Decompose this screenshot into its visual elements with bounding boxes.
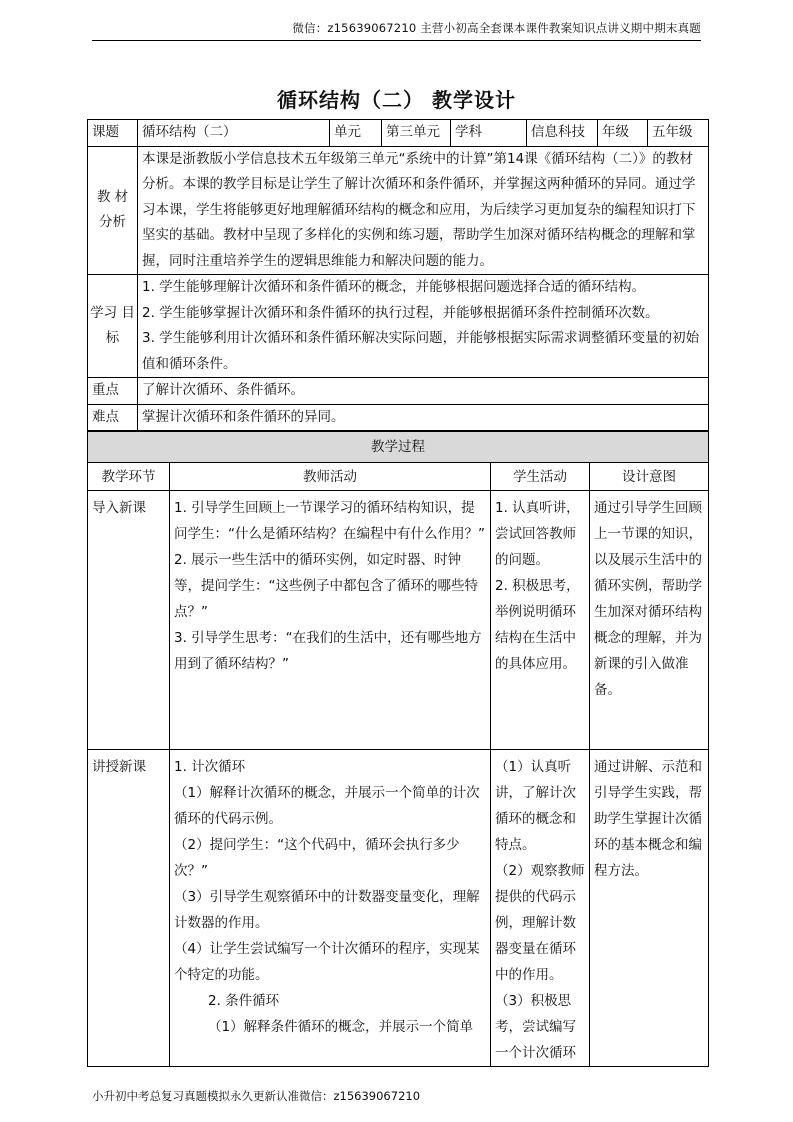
col-teacher: 教师活动	[170, 463, 491, 491]
intent-cell: 通过引导学生回顾上一节课的知识，以及展示生活中的循环实例，帮助学生加深对循环结构概念的理解，并为新课的引入做准备。	[590, 491, 709, 750]
topic-label: 课题	[88, 120, 138, 147]
goals-label: 学习 目标	[88, 275, 138, 378]
teacher-cell	[170, 750, 491, 1067]
col-stage: 教学环节	[88, 463, 170, 491]
page-header: 微信：z15639067210 主营小初高全套课本课件教案知识点讲义期中期末真题	[292, 21, 701, 35]
student-step: （2）观察教师提供的代码示例，理解计数器变量在循环中的作用。	[495, 863, 585, 983]
key-row	[88, 378, 709, 405]
process-title-row	[88, 432, 709, 463]
student-step: （1）认真听讲，了解计次循环的概念和特点。	[495, 759, 576, 853]
unit-label: 单元	[330, 120, 382, 147]
analysis-row	[88, 146, 709, 275]
analysis-text: 本课是浙教版小学信息技术五年级第三单元“系统中的计算”第14课《循环结构（二）》的教材分析。本课的教学目标是让学生了解计次循环和条件循环，并掌握这两种循环的异同。通过学习本课，学生将能够更好地理解循环结构的概念和应用，为后续学习更加复杂的编程知识打下坚实的基础。教材中呈现了多样化的实例和练习题，帮助学生加深对循环结构概念的理解和掌握，同时注重培养学生的逻辑思维能力和解决问题的能力。	[138, 146, 709, 275]
student-step: 2. 积极思考，举例说明循环结构在生活中的具体应用。	[495, 578, 580, 672]
process-row-intro	[88, 491, 709, 750]
teacher-step: （4）让学生尝试编写一个计次循环的程序，实现某个特定的功能。	[174, 941, 480, 983]
stage-cell: 讲授新课	[88, 750, 170, 1067]
col-student: 学生活动	[491, 463, 590, 491]
subject-label: 学科	[451, 120, 527, 147]
difficulty-label: 难点	[88, 404, 138, 431]
teacher-step: （2）提问学生：“这个代码中，循环会执行多少次？”	[174, 837, 460, 879]
col-intent: 设计意图	[590, 463, 709, 491]
student-cell	[491, 750, 590, 1067]
key-label: 重点	[88, 378, 138, 405]
header-divider	[92, 40, 701, 41]
teacher-step: 1. 引导学生回顾上一节课学习的循环结构知识，提问学生：“什么是循环结构？在编程中有什么作用？”	[174, 500, 485, 542]
stage-cell: 导入新课	[88, 491, 170, 750]
teacher-step: （1）解释条件循环的概念，并展示一个简单	[208, 1019, 474, 1035]
goal-item: 2. 学生能够掌握计次循环和条件循环的执行过程，并能够根据循环条件控制循环次数。	[142, 304, 659, 321]
unit-value: 第三单元	[382, 120, 451, 147]
subject-value: 信息科技	[527, 120, 598, 147]
info-table	[87, 119, 709, 431]
process-header-row	[88, 463, 709, 491]
difficulty-text: 掌握计次循环和条件循环的异同。	[138, 404, 709, 431]
teacher-step: 3. 引导学生思考：“在我们的生活中，还有哪些地方用到了循环结构？”	[174, 630, 482, 672]
teacher-step: 1. 计次循环	[174, 759, 246, 775]
grade-value: 五年级	[648, 120, 709, 147]
goals-list	[138, 275, 709, 378]
topic-value: 循环结构（二）	[138, 120, 330, 147]
teacher-step: （1）解释计次循环的概念，并展示一个简单的计次循环的代码示例。	[174, 785, 480, 827]
student-cell	[491, 491, 590, 750]
difficulty-row	[88, 404, 709, 431]
key-text: 了解计次循环、条件循环。	[138, 378, 709, 405]
process-row-new	[88, 750, 709, 1067]
process-title: 教学过程	[88, 432, 709, 463]
goal-item: 3. 学生能够利用计次循环和条件循环解决实际问题，并能够根据实际需求调整循环变量的初始值和循环条件。	[142, 330, 700, 372]
teacher-step: （3）引导学生观察循环中的计数器变量变化，理解计数器的作用。	[174, 889, 480, 931]
document-title: 循环结构（二） 教学设计	[277, 88, 516, 112]
student-step: 1. 认真听讲，尝试回答教师的问题。	[495, 500, 580, 568]
goals-row	[88, 275, 709, 378]
intent-cell: 通过讲解、示范和引导学生实践，帮助学生掌握计次循环的基本概念和编程方法。	[590, 750, 709, 1067]
page-footer: 小升初中考总复习真题模拟永久更新认准微信：z15639067210	[92, 1089, 421, 1103]
process-table	[87, 431, 709, 1067]
topic-row	[88, 120, 709, 147]
teacher-cell	[170, 491, 491, 750]
grade-label: 年级	[598, 120, 648, 147]
analysis-label: 教 材 分析	[88, 146, 138, 275]
goal-item: 1. 学生能够理解计次循环和条件循环的概念，并能够根据问题选择合适的循环结构。	[142, 279, 646, 295]
teacher-step: 2. 条件循环	[208, 993, 280, 1009]
teacher-step: 2. 展示一些生活中的循环实例，如定时器、时钟等，提问学生：“这些例子中都包含了循环的哪些特点？”	[174, 552, 478, 620]
student-step: （3）积极思考，尝试编写一个计次循环	[495, 993, 576, 1061]
